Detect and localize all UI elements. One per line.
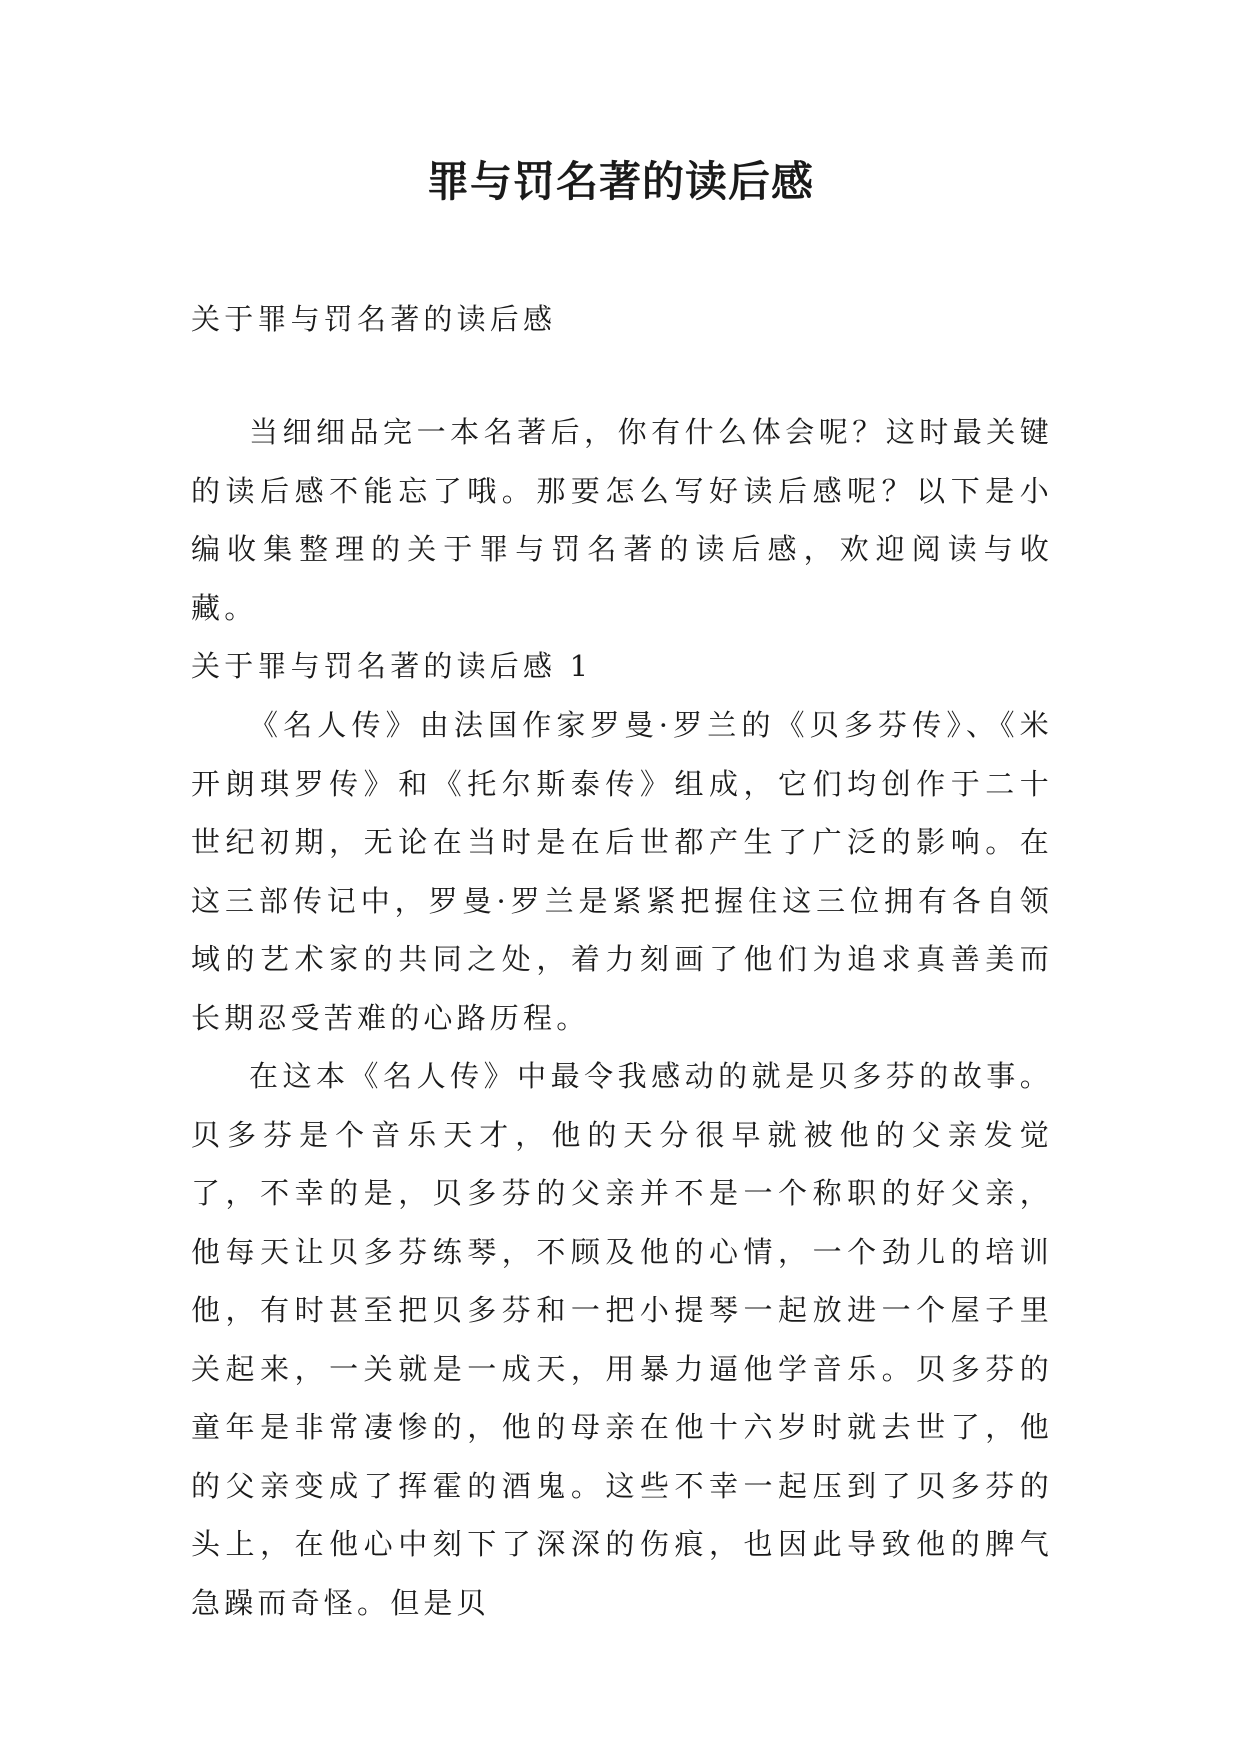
intro-section	[191, 403, 1053, 637]
body-paragraph: 在这本《名人传》中最令我感动的就是贝多芬的故事。贝多芬是个音乐天才，他的天分很早就被他的父亲发觉了，不幸的是，贝多芬的父亲并不是一个称职的好父亲，他每天让贝多芬练琴，不顾及他的心情，一个劲儿的培训他，有时甚至把贝多芬和一把小提琴一起放进一个屋子里关起来，一关就是一成天，用暴力逼他学音乐。贝多芬的童年是非常凄惨的，他的母亲在他十六岁时就去世了，他的父亲变成了挥霍的酒鬼。这些不幸一起压到了贝多芬的头上，在他心中刻下了深深的伤痕，也因此导致他的脾气急躁而奇怪。但是贝	[191, 1059, 1053, 1620]
document-title: 罪与罚名著的读后感	[426, 157, 814, 206]
section-heading-text: 关于罪与罚名著的读后感 1	[191, 649, 593, 683]
section-heading	[191, 637, 1053, 696]
intro-paragraph: 当细细品完一本名著后，你有什么体会呢？这时最关键的读后感不能忘了哦。那要怎么写好读后感呢？以下是小编收集整理的关于罪与罚名著的读后感，欢迎阅读与收藏。	[191, 415, 1053, 625]
document-subtitle	[191, 290, 1053, 349]
section-content	[191, 696, 1053, 1632]
body-paragraph: 《名人传》由法国作家罗曼·罗兰的《贝多芬传》、《米开朗琪罗传》和《托尔斯泰传》组成，它们均创作于二十世纪初期，无论在当时是在后世都产生了广泛的影响。在这三部传记中，罗曼·罗兰是紧紧把握住这三位拥有各自领域的艺术家的共同之处，着力刻画了他们为追求真善美而长期忍受苦难的心路历程。	[191, 708, 1053, 1035]
subtitle-text: 关于罪与罚名著的读后感	[191, 302, 557, 336]
